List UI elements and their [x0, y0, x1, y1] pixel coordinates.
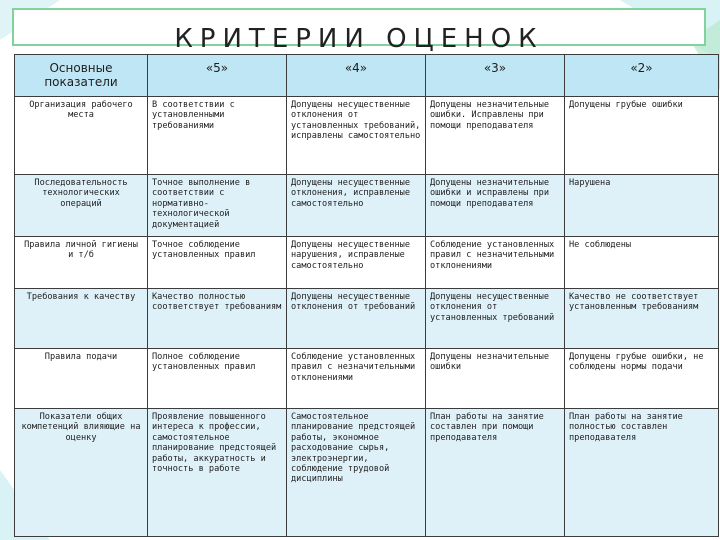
table-row [15, 409, 719, 537]
row-label: Показатели общих компетенций влияющие на оценку [15, 409, 148, 537]
table-cell: Допущены грубые ошибки [565, 97, 719, 175]
table-cell: Соблюдение установленных правил с незначительными отклонениями [426, 237, 565, 289]
table-cell: Полное соблюдение установленных правил [148, 349, 287, 409]
title-box [12, 8, 706, 54]
table-cell: Допущены несущественные отклонения от установленных требований [426, 289, 565, 349]
table-row [15, 97, 719, 175]
table-cell: Нарушена [565, 175, 719, 237]
row-label: Организация рабочего места [15, 97, 148, 175]
table-cell: Допущены незначительные ошибки и исправлены при помощи преподавателя [426, 175, 565, 237]
table-cell: Качество не соответствует установленным требованиям [565, 289, 719, 349]
table-cell: Допущены несущественные отклонения, исправленые самостоятельно [287, 175, 426, 237]
table-cell: Точное выполнение в соответствии с нормативно-технологической документацией [148, 175, 287, 237]
row-label: Правила личной гигиены и т/б [15, 237, 148, 289]
table-cell: Самостоятельное планирование предстоящей работы, экономное расходование сырья, электроэнергии, соблюдение трудовой дисциплины [287, 409, 426, 537]
table-cell: Допущены незначительные ошибки [426, 349, 565, 409]
table-cell: Допущены несущественные отклонения от установленных требований, исправлены самостоятельно [287, 97, 426, 175]
row-label: Требования к качеству [15, 289, 148, 349]
table-cell: Допущены грубые ошибки, не соблюдены нормы подачи [565, 349, 719, 409]
header-cell: «5» [148, 55, 287, 97]
table-row [15, 237, 719, 289]
header-cell: «3» [426, 55, 565, 97]
table-cell: Допущены несущественные отклонения от требований [287, 289, 426, 349]
header-cell: «2» [565, 55, 719, 97]
table-cell: Не соблюдены [565, 237, 719, 289]
page-title: КРИТЕРИИ ОЦЕНОК [174, 24, 544, 54]
table-cell: Соблюдение установленных правил с незначительными отклонениями [287, 349, 426, 409]
table-cell: Качество полностью соответствует требованиям [148, 289, 287, 349]
table-cell: План работы на занятие составлен при помощи преподавателя [426, 409, 565, 537]
header-cell: «4» [287, 55, 426, 97]
criteria-table [14, 54, 719, 537]
row-label: Последовательность технологических операций [15, 175, 148, 237]
header-row [15, 55, 719, 97]
table-row [15, 289, 719, 349]
table-cell: В соответствии с установленными требованиями [148, 97, 287, 175]
table-row [15, 175, 719, 237]
table-cell: Проявление повышенного интереса к профессии, самостоятельное планирование предстоящей работы, аккуратность и точность в работе [148, 409, 287, 537]
table-row [15, 349, 719, 409]
header-cell: Основные показатели [15, 55, 148, 97]
table-cell: Допущены несущественные нарушения, исправленые самостоятельно [287, 237, 426, 289]
table-cell: Допущены незначительные ошибки. Исправлены при помощи преподавателя [426, 97, 565, 175]
table-cell: Точное соблюдение установленных правил [148, 237, 287, 289]
table-cell: План работы на занятие полностью составлен преподавателя [565, 409, 719, 537]
row-label: Правила подачи [15, 349, 148, 409]
